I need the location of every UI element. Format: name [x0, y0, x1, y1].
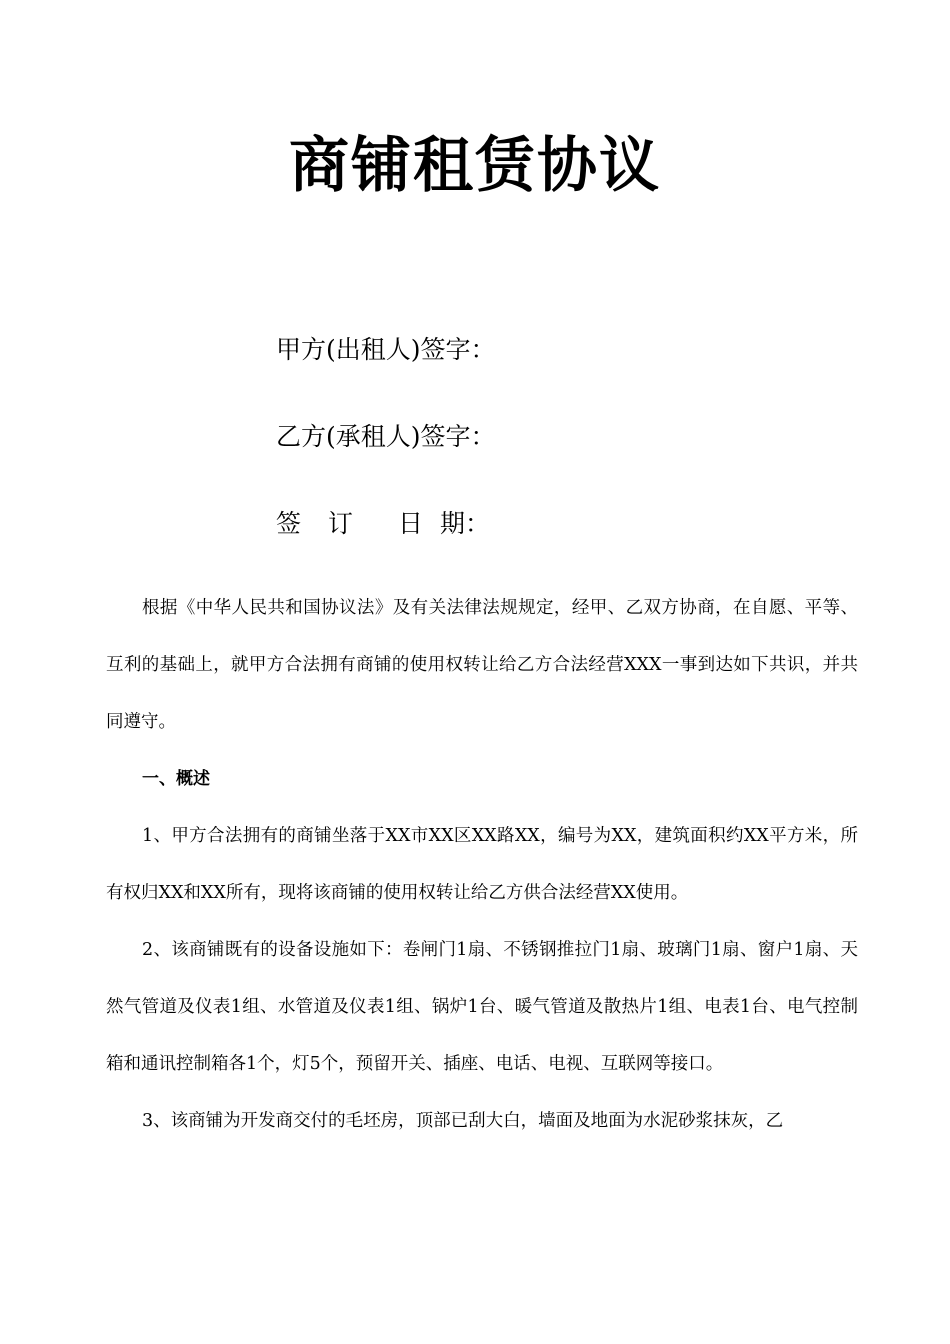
clause-3: 3、该商铺为开发商交付的毛坯房，顶部已刮大白，墙面及地面为水泥砂浆抹灰，乙 [142, 1111, 784, 1131]
signing-date-label [276, 502, 496, 546]
party-b-signature-label: 乙方(承租人)签字： [276, 422, 496, 451]
agreement-body [106, 580, 858, 1150]
date-char-1: 签 [276, 509, 302, 538]
signature-block [276, 328, 496, 589]
date-char-2: 订 [328, 509, 354, 538]
section-heading-overview: 一、概述 [142, 769, 210, 789]
clause-1: 1、甲方合法拥有的商铺坐落于XX市XX区XX路XX，编号为XX，建筑面积约XX平方米，所有权归XX和XX所有，现将该商铺的使用权转让给乙方供合法经营XX使用。 [106, 826, 858, 903]
clause-2: 2、该商铺既有的设备设施如下：卷闸门1扇、不锈钢推拉门1扇、玻璃门1扇、窗户1扇、天然气管道及仪表1组、水管道及仪表1组、锅炉1台、暖气管道及散热片1组、电表1台、电气控制箱和通讯控制箱各1个，灯5个，预留开关、插座、电话、电视、互联网等接口。 [106, 940, 858, 1074]
party-a-signature-label: 甲方(出租人)签字： [276, 335, 496, 364]
date-char-3: 日 [398, 509, 424, 538]
document-title: 商铺租赁协议 [289, 131, 661, 201]
intro-paragraph: 根据《中华人民共和国协议法》及有关法律法规规定，经甲、乙双方协商，在自愿、平等、互利的基础上，就甲方合法拥有商铺的使用权转让给乙方合法经营XXX一事到达如下共识，并共同遵守。 [106, 598, 858, 732]
date-char-4: 期： [440, 509, 491, 538]
